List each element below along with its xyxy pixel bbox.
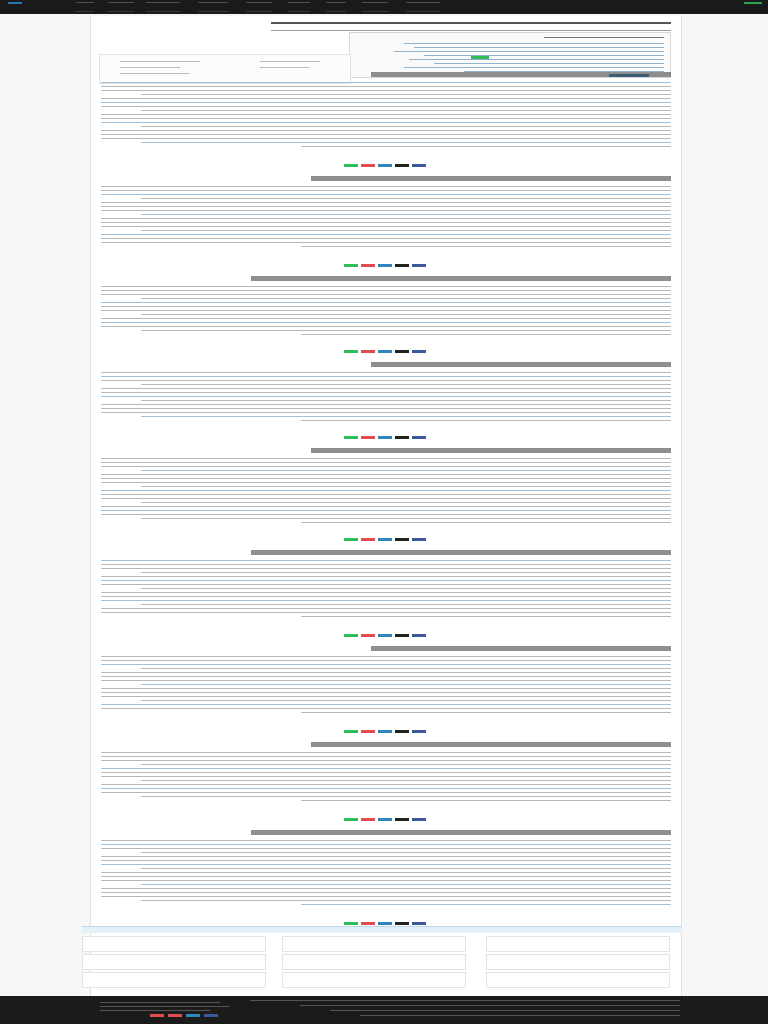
body-line bbox=[141, 230, 671, 231]
footer-social-icon[interactable] bbox=[186, 1014, 200, 1017]
article-section bbox=[91, 446, 681, 544]
share-button[interactable] bbox=[412, 634, 426, 637]
nav-item-9[interactable] bbox=[362, 2, 388, 12]
share-button[interactable] bbox=[361, 922, 375, 925]
info-line bbox=[120, 61, 200, 62]
body-line bbox=[101, 760, 671, 761]
body-line bbox=[101, 580, 671, 581]
share-button[interactable] bbox=[395, 264, 409, 267]
body-line bbox=[101, 506, 671, 507]
body-line bbox=[101, 380, 671, 381]
footer-text bbox=[100, 1010, 210, 1011]
share-button[interactable] bbox=[412, 436, 426, 439]
body-line bbox=[101, 880, 671, 881]
article-section bbox=[91, 174, 681, 270]
share-button[interactable] bbox=[378, 634, 392, 637]
nav-item-6[interactable] bbox=[246, 2, 272, 12]
article-container bbox=[90, 16, 682, 1016]
body-line bbox=[101, 482, 671, 483]
info-line bbox=[260, 67, 310, 68]
nav-item-1[interactable] bbox=[8, 2, 22, 12]
nav-home-link[interactable] bbox=[744, 2, 762, 12]
body-line bbox=[301, 712, 671, 713]
share-button[interactable] bbox=[412, 164, 426, 167]
body-line bbox=[101, 190, 671, 191]
footer-social-icon[interactable] bbox=[168, 1014, 182, 1017]
share-button[interactable] bbox=[395, 350, 409, 353]
body-line bbox=[101, 294, 671, 295]
body-line bbox=[101, 396, 671, 397]
body-line bbox=[101, 592, 671, 593]
info-line bbox=[260, 61, 320, 62]
article-title bbox=[271, 22, 671, 31]
body-line bbox=[101, 372, 671, 373]
toc-link-2[interactable] bbox=[414, 47, 664, 48]
info-line bbox=[120, 67, 180, 68]
nav-item-3[interactable] bbox=[108, 2, 134, 12]
body-line bbox=[101, 792, 671, 793]
body-line bbox=[141, 400, 671, 401]
footer-social-icon[interactable] bbox=[204, 1014, 218, 1017]
body-line bbox=[101, 752, 671, 753]
body-line bbox=[101, 896, 671, 897]
related-card[interactable] bbox=[82, 936, 266, 952]
body-line bbox=[141, 330, 671, 331]
nav-item-4[interactable] bbox=[146, 2, 180, 12]
share-button[interactable] bbox=[344, 634, 358, 637]
body-line bbox=[101, 892, 671, 893]
section-heading bbox=[251, 830, 671, 835]
article-section bbox=[91, 828, 681, 928]
section-body bbox=[101, 752, 671, 804]
section-heading bbox=[251, 550, 671, 555]
body-line bbox=[301, 246, 671, 247]
share-button[interactable] bbox=[378, 818, 392, 821]
body-line bbox=[141, 214, 671, 215]
body-line bbox=[141, 900, 671, 901]
body-line bbox=[141, 868, 671, 869]
nav-item-8[interactable] bbox=[326, 2, 346, 12]
body-line bbox=[141, 94, 671, 95]
article-section bbox=[91, 360, 681, 442]
body-line bbox=[101, 514, 671, 515]
body-line bbox=[101, 122, 671, 123]
body-line bbox=[101, 98, 671, 99]
related-card[interactable] bbox=[282, 972, 466, 988]
body-line bbox=[101, 772, 671, 773]
body-line bbox=[101, 194, 671, 195]
body-line bbox=[101, 856, 671, 857]
related-heading bbox=[82, 926, 682, 933]
article-section bbox=[91, 740, 681, 824]
body-line bbox=[101, 412, 671, 413]
body-line bbox=[101, 302, 671, 303]
section-body bbox=[101, 82, 671, 150]
body-line bbox=[141, 572, 671, 573]
share-button[interactable] bbox=[361, 350, 375, 353]
body-line bbox=[101, 576, 671, 577]
share-button[interactable] bbox=[344, 730, 358, 733]
body-line bbox=[101, 474, 671, 475]
share-button[interactable] bbox=[344, 818, 358, 821]
body-line bbox=[101, 680, 671, 681]
body-line bbox=[101, 708, 671, 709]
share-button[interactable] bbox=[344, 538, 358, 541]
share-button[interactable] bbox=[378, 538, 392, 541]
footer-links[interactable] bbox=[330, 1010, 680, 1011]
share-button[interactable] bbox=[344, 922, 358, 925]
body-line bbox=[101, 600, 671, 601]
body-line bbox=[101, 568, 671, 569]
body-line bbox=[101, 306, 671, 307]
body-line bbox=[101, 864, 671, 865]
body-line bbox=[101, 206, 671, 207]
share-button[interactable] bbox=[344, 264, 358, 267]
body-line bbox=[101, 90, 671, 91]
section-heading bbox=[311, 448, 671, 453]
body-line bbox=[101, 114, 671, 115]
body-line bbox=[101, 510, 671, 511]
body-line bbox=[101, 210, 671, 211]
body-line bbox=[101, 134, 671, 135]
body-line bbox=[141, 384, 671, 385]
toc-link-3[interactable] bbox=[394, 51, 664, 52]
body-line bbox=[101, 860, 671, 861]
body-line bbox=[101, 612, 671, 613]
top-navigation-bar bbox=[0, 0, 768, 14]
body-line bbox=[101, 408, 671, 409]
body-line bbox=[141, 298, 671, 299]
body-line bbox=[301, 420, 671, 421]
body-line bbox=[101, 876, 671, 877]
body-line bbox=[141, 852, 671, 853]
body-line bbox=[101, 226, 671, 227]
share-button[interactable] bbox=[378, 350, 392, 353]
body-line bbox=[141, 684, 671, 685]
nav-item-5[interactable] bbox=[198, 2, 228, 12]
body-line bbox=[141, 700, 671, 701]
body-line bbox=[101, 202, 671, 203]
article-section bbox=[91, 274, 681, 356]
share-button[interactable] bbox=[412, 350, 426, 353]
nav-item-7[interactable] bbox=[288, 2, 310, 12]
share-button[interactable] bbox=[378, 164, 392, 167]
body-line bbox=[141, 486, 671, 487]
body-line bbox=[101, 844, 671, 845]
section-heading bbox=[371, 646, 671, 651]
section-body bbox=[101, 186, 671, 250]
body-line bbox=[101, 776, 671, 777]
body-line bbox=[301, 800, 671, 801]
body-line bbox=[141, 884, 671, 885]
share-button[interactable] bbox=[378, 730, 392, 733]
body-line bbox=[101, 86, 671, 87]
share-button[interactable] bbox=[344, 350, 358, 353]
share-button[interactable] bbox=[361, 818, 375, 821]
body-line bbox=[141, 502, 671, 503]
body-line bbox=[101, 704, 671, 705]
footer-text bbox=[100, 1002, 220, 1003]
toc-heading bbox=[544, 37, 664, 38]
body-line bbox=[141, 796, 671, 797]
share-button[interactable] bbox=[361, 538, 375, 541]
body-line bbox=[101, 138, 671, 139]
share-button[interactable] bbox=[361, 264, 375, 267]
related-card[interactable] bbox=[486, 972, 670, 988]
share-button[interactable] bbox=[361, 634, 375, 637]
body-line bbox=[101, 494, 671, 495]
body-line bbox=[141, 126, 671, 127]
body-line bbox=[301, 334, 671, 335]
body-line bbox=[101, 322, 671, 323]
body-line bbox=[101, 478, 671, 479]
related-card[interactable] bbox=[282, 954, 466, 970]
body-line bbox=[141, 314, 671, 315]
body-line bbox=[101, 310, 671, 311]
share-button[interactable] bbox=[395, 730, 409, 733]
related-articles bbox=[82, 926, 682, 988]
toc-link-4[interactable] bbox=[424, 55, 664, 56]
body-line bbox=[101, 498, 671, 499]
body-line bbox=[101, 756, 671, 757]
body-line bbox=[101, 656, 671, 657]
body-line bbox=[141, 668, 671, 669]
body-line bbox=[141, 764, 671, 765]
share-button[interactable] bbox=[361, 164, 375, 167]
related-card[interactable] bbox=[282, 936, 466, 952]
body-line bbox=[141, 416, 671, 417]
body-line bbox=[101, 672, 671, 673]
share-button[interactable] bbox=[395, 634, 409, 637]
body-line bbox=[101, 840, 671, 841]
share-button[interactable] bbox=[344, 164, 358, 167]
share-button[interactable] bbox=[378, 436, 392, 439]
body-line bbox=[101, 118, 671, 119]
toc-link-5[interactable] bbox=[409, 59, 664, 60]
body-line bbox=[101, 102, 671, 103]
section-body bbox=[101, 560, 671, 620]
toc-link-7[interactable] bbox=[404, 67, 664, 68]
body-line bbox=[101, 696, 671, 697]
related-card[interactable] bbox=[82, 972, 266, 988]
body-line bbox=[101, 186, 671, 187]
body-line bbox=[101, 218, 671, 219]
section-body bbox=[101, 840, 671, 908]
body-line bbox=[141, 198, 671, 199]
body-line bbox=[101, 788, 671, 789]
body-line bbox=[141, 110, 671, 111]
body-line bbox=[141, 470, 671, 471]
toc-link-1[interactable] bbox=[404, 43, 664, 44]
body-line bbox=[101, 82, 671, 83]
body-line bbox=[101, 848, 671, 849]
body-line bbox=[301, 146, 671, 147]
body-line bbox=[101, 560, 671, 561]
body-line bbox=[101, 490, 671, 491]
footer-links[interactable] bbox=[360, 1015, 680, 1016]
body-line bbox=[101, 664, 671, 665]
footer-social-icon[interactable] bbox=[150, 1014, 164, 1017]
body-line bbox=[101, 234, 671, 235]
section-heading bbox=[371, 362, 671, 367]
body-line bbox=[101, 388, 671, 389]
share-button[interactable] bbox=[412, 264, 426, 267]
share-button[interactable] bbox=[412, 818, 426, 821]
body-line bbox=[301, 616, 671, 617]
body-line bbox=[101, 462, 671, 463]
body-line bbox=[141, 588, 671, 589]
body-line bbox=[101, 222, 671, 223]
body-line bbox=[141, 518, 671, 519]
body-line bbox=[141, 780, 671, 781]
body-line bbox=[101, 290, 671, 291]
body-line bbox=[101, 608, 671, 609]
share-button[interactable] bbox=[412, 922, 426, 925]
section-body bbox=[101, 458, 671, 526]
body-line bbox=[101, 392, 671, 393]
nav-item-10[interactable] bbox=[406, 2, 440, 12]
footer-links[interactable] bbox=[300, 1005, 680, 1006]
body-line bbox=[101, 660, 671, 661]
share-button[interactable] bbox=[395, 922, 409, 925]
body-line bbox=[141, 604, 671, 605]
share-button[interactable] bbox=[395, 538, 409, 541]
footer-text bbox=[100, 1006, 230, 1007]
share-button[interactable] bbox=[361, 730, 375, 733]
section-heading bbox=[311, 176, 671, 181]
body-line bbox=[101, 872, 671, 873]
body-line bbox=[101, 688, 671, 689]
toc-link-6[interactable] bbox=[434, 63, 664, 64]
body-line bbox=[101, 286, 671, 287]
body-line bbox=[101, 596, 671, 597]
article-section bbox=[91, 548, 681, 640]
share-button[interactable] bbox=[378, 264, 392, 267]
section-heading bbox=[311, 742, 671, 747]
body-line bbox=[101, 676, 671, 677]
body-line bbox=[101, 238, 671, 239]
body-line bbox=[101, 692, 671, 693]
category-badge[interactable] bbox=[471, 56, 489, 59]
body-line bbox=[101, 564, 671, 565]
share-button[interactable] bbox=[412, 538, 426, 541]
section-heading bbox=[371, 72, 671, 77]
body-line bbox=[301, 904, 671, 905]
share-button[interactable] bbox=[395, 164, 409, 167]
share-button[interactable] bbox=[412, 730, 426, 733]
site-footer bbox=[0, 996, 768, 1024]
section-body bbox=[101, 286, 671, 338]
share-button[interactable] bbox=[344, 436, 358, 439]
body-line bbox=[101, 242, 671, 243]
article-section bbox=[91, 644, 681, 736]
body-line bbox=[301, 522, 671, 523]
body-line bbox=[101, 106, 671, 107]
body-line bbox=[101, 326, 671, 327]
body-line bbox=[141, 142, 671, 143]
share-button[interactable] bbox=[378, 922, 392, 925]
body-line bbox=[101, 466, 671, 467]
body-line bbox=[101, 130, 671, 131]
body-line bbox=[101, 404, 671, 405]
footer-links[interactable] bbox=[250, 1000, 680, 1001]
body-line bbox=[101, 376, 671, 377]
body-line bbox=[101, 584, 671, 585]
share-button[interactable] bbox=[361, 436, 375, 439]
related-card[interactable] bbox=[486, 936, 670, 952]
body-line bbox=[101, 768, 671, 769]
body-line bbox=[101, 784, 671, 785]
nav-item-2[interactable] bbox=[76, 2, 94, 12]
section-heading bbox=[251, 276, 671, 281]
related-card[interactable] bbox=[82, 954, 266, 970]
share-button[interactable] bbox=[395, 436, 409, 439]
section-body bbox=[101, 656, 671, 716]
body-line bbox=[101, 888, 671, 889]
related-card[interactable] bbox=[486, 954, 670, 970]
article-section bbox=[91, 70, 681, 170]
body-line bbox=[101, 318, 671, 319]
share-button[interactable] bbox=[395, 818, 409, 821]
body-line bbox=[101, 458, 671, 459]
section-body bbox=[101, 372, 671, 424]
